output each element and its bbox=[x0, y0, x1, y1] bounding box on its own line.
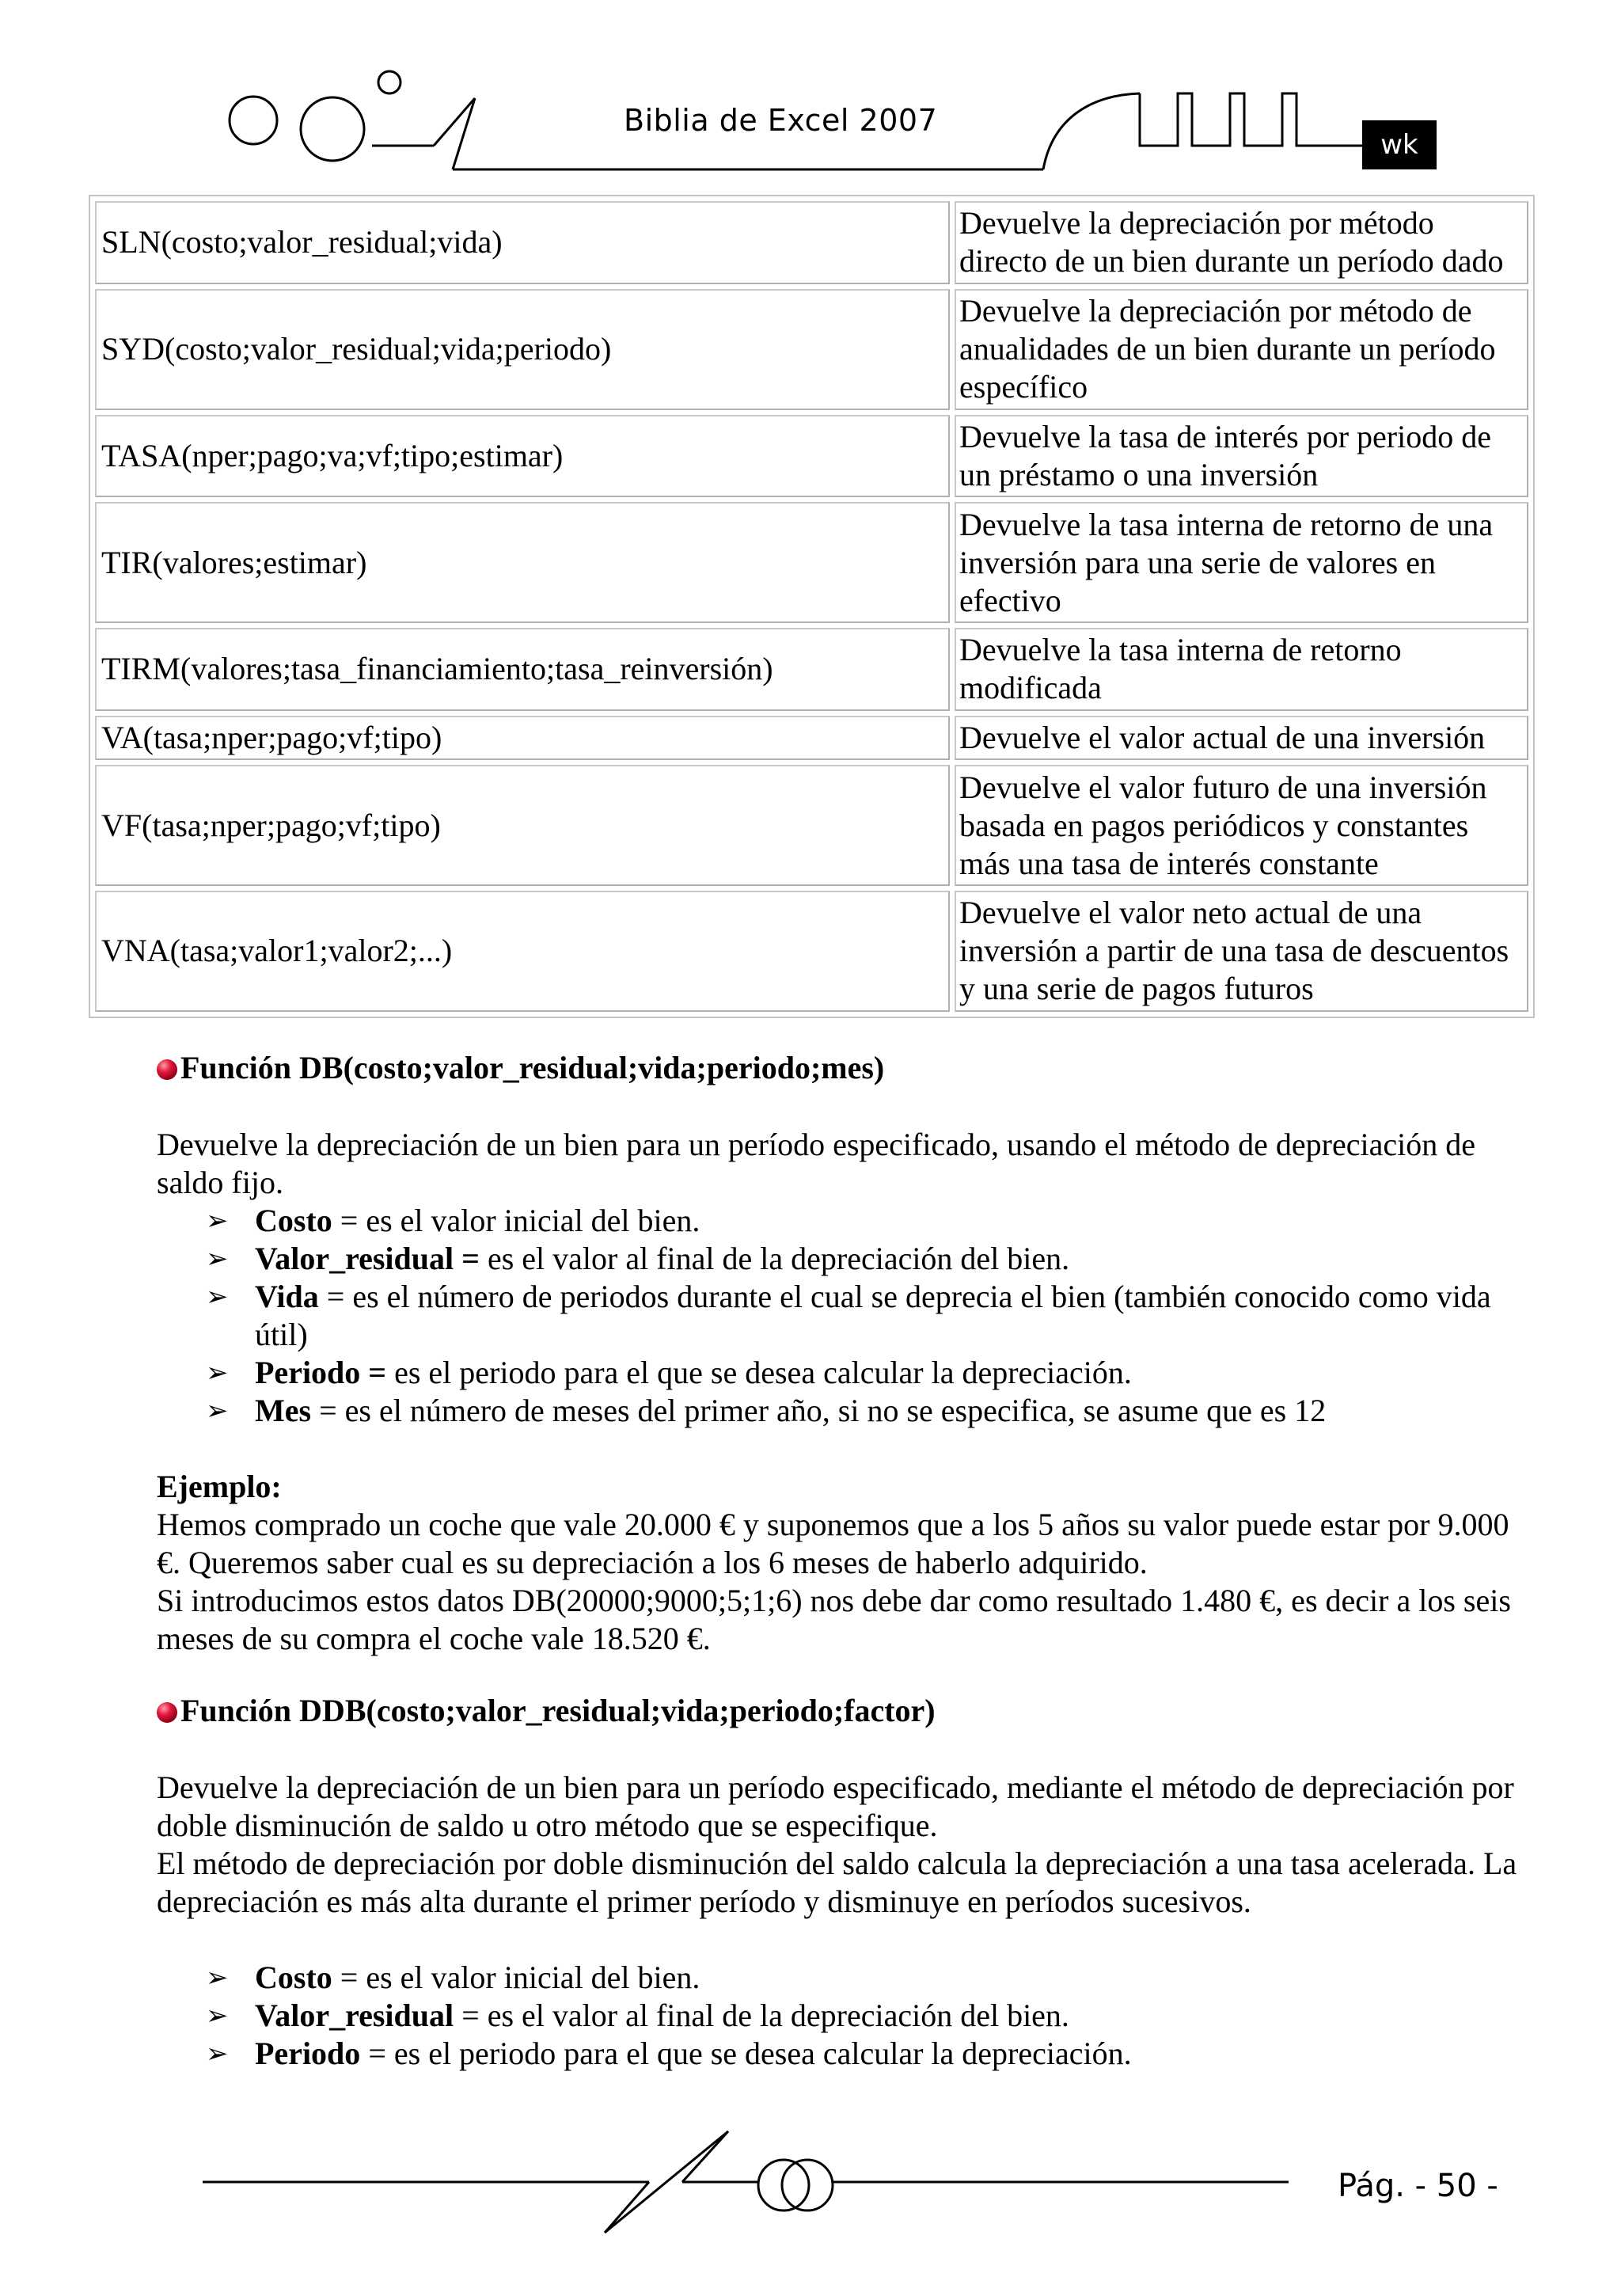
ddb-intro-1: Devuelve la depreciación de un bien para un período especificado, mediante el método de depreciación por doble disminución de saldo u otro método que se especifique. bbox=[157, 1770, 1514, 1843]
ddb-heading bbox=[157, 1692, 936, 1730]
function-syntax: TIRM(valores;tasa_financiamiento;tasa_reinversión) bbox=[95, 628, 950, 711]
example-line-1: Hemos comprado un coche que vale 20.000 € y suponemos que a los 5 años su valor puede estar por 9.000 €. Queremos saber cual es su depreciación a los 6 meses de haberlo adquirido. bbox=[157, 1507, 1509, 1580]
table-row bbox=[95, 716, 1528, 760]
param-term: Mes bbox=[255, 1393, 312, 1428]
db-heading bbox=[157, 1049, 884, 1087]
function-syntax: VA(tasa;nper;pago;vf;tipo) bbox=[95, 716, 950, 760]
db-intro: Devuelve la depreciación de un bien para un período especificado, usando el método de depreciación de saldo fijo. bbox=[157, 1127, 1475, 1200]
table-row bbox=[95, 628, 1528, 711]
header-circle-small bbox=[378, 71, 401, 93]
function-description: Devuelve la depreciación por método directo de un bien durante un período dado bbox=[955, 201, 1528, 284]
list-item bbox=[204, 2035, 1534, 2073]
function-description: Devuelve el valor futuro de una inversión basada en pagos periódicos y constantes más una tasa de interés constante bbox=[955, 765, 1528, 886]
param-term: Periodo = bbox=[255, 1355, 387, 1390]
red-ball-icon bbox=[157, 1702, 177, 1723]
list-item bbox=[204, 1278, 1534, 1354]
function-description: Devuelve el valor actual de una inversión bbox=[955, 716, 1528, 760]
ddb-param-list bbox=[204, 1959, 1534, 2073]
ddb-heading-text: Función DDB(costo;valor_residual;vida;periodo;factor) bbox=[180, 1693, 936, 1728]
arrow-bullet-icon: ➢ bbox=[206, 1395, 229, 1427]
function-description: Devuelve la tasa interna de retorno modificada bbox=[955, 628, 1528, 711]
function-syntax: TIR(valores;estimar) bbox=[95, 502, 950, 623]
function-table bbox=[89, 195, 1535, 1018]
arrow-bullet-icon: ➢ bbox=[206, 1243, 229, 1275]
function-syntax: SYD(costo;valor_residual;vida;periodo) bbox=[95, 289, 950, 410]
header-circle-large bbox=[230, 97, 277, 144]
header-title: Biblia de Excel 2007 bbox=[624, 103, 938, 138]
arrow-bullet-icon: ➢ bbox=[206, 1205, 229, 1237]
list-item bbox=[204, 1354, 1534, 1392]
table-row bbox=[95, 201, 1528, 284]
ddb-intro-2: El método de depreciación por doble disminución del saldo calcula la depreciación a una tasa acelerada. La depreciación es más alta durante el primer período y disminuye en períodos sucesivos. bbox=[157, 1846, 1517, 1919]
param-term: Costo bbox=[255, 1203, 332, 1238]
function-description: Devuelve la tasa de interés por periodo de un préstamo o una inversión bbox=[955, 415, 1528, 498]
wk-badge: wk bbox=[1362, 120, 1437, 169]
footer-circle-left bbox=[758, 2160, 809, 2210]
page-number: Pág. - 50 - bbox=[1338, 2168, 1498, 2204]
param-text: = es el valor al final de la depreciación del bien. bbox=[454, 1998, 1069, 2033]
function-description: Devuelve el valor neto actual de una inversión a partir de una tasa de descuentos y una serie de pagos futuros bbox=[955, 891, 1528, 1012]
table-row bbox=[95, 289, 1528, 410]
table-row bbox=[95, 891, 1528, 1012]
list-item bbox=[204, 1240, 1534, 1278]
db-heading-text: Función DB(costo;valor_residual;vida;periodo;mes) bbox=[180, 1050, 885, 1085]
param-text: = es el periodo para el que se desea calcular la depreciación. bbox=[360, 2036, 1132, 2071]
param-term: Valor_residual bbox=[255, 1998, 454, 2033]
param-term: Vida bbox=[255, 1279, 319, 1314]
param-text: = es el número de meses del primer año, si no se especifica, se asume que es 12 bbox=[311, 1393, 1327, 1428]
param-text: es el periodo para el que se desea calcular la depreciación. bbox=[386, 1355, 1132, 1390]
arrow-bullet-icon: ➢ bbox=[206, 1357, 229, 1389]
table-row bbox=[95, 765, 1528, 886]
function-syntax: VNA(tasa;valor1;valor2;...) bbox=[95, 891, 950, 1012]
arrow-bullet-icon: ➢ bbox=[206, 2038, 229, 2070]
function-syntax: VF(tasa;nper;pago;vf;tipo) bbox=[95, 765, 950, 886]
db-param-list bbox=[204, 1202, 1534, 1430]
function-syntax: TASA(nper;pago;va;vf;tipo;estimar) bbox=[95, 415, 950, 498]
list-item bbox=[204, 1202, 1534, 1240]
function-syntax: SLN(costo;valor_residual;vida) bbox=[95, 201, 950, 284]
param-text: es el valor al final de la depreciación del bien. bbox=[479, 1241, 1070, 1276]
example-line-2: Si introducimos estos datos DB(20000;9000;5;1;6) nos debe dar como resultado 1.480 €, es decir a los seis meses de su compra el coche vale 18.520 €. bbox=[157, 1583, 1511, 1656]
arrow-bullet-icon: ➢ bbox=[206, 1962, 229, 1994]
list-item bbox=[204, 1997, 1534, 2035]
param-text: = es el valor inicial del bien. bbox=[332, 1960, 700, 1995]
param-term: Periodo bbox=[255, 2036, 361, 2071]
list-item bbox=[204, 1392, 1534, 1430]
param-term: Valor_residual = bbox=[255, 1241, 480, 1276]
function-description: Devuelve la tasa interna de retorno de una inversión para una serie de valores en efectivo bbox=[955, 502, 1528, 623]
ddb-intro bbox=[157, 1769, 1534, 1921]
param-text: = es el número de periodos durante el cual se deprecia el bien (también conocido como vida útil) bbox=[255, 1279, 1491, 1352]
table-row bbox=[95, 502, 1528, 623]
example-label: Ejemplo: bbox=[157, 1469, 282, 1504]
header-circle-medium bbox=[301, 97, 364, 161]
table-row bbox=[95, 415, 1528, 498]
arrow-bullet-icon: ➢ bbox=[206, 1281, 229, 1313]
list-item bbox=[204, 1959, 1534, 1997]
arrow-bullet-icon: ➢ bbox=[206, 2000, 229, 2032]
db-example bbox=[157, 1468, 1534, 1658]
footer-circle-right bbox=[782, 2160, 833, 2210]
param-term: Costo bbox=[255, 1960, 332, 1995]
red-ball-icon bbox=[157, 1059, 177, 1080]
function-description: Devuelve la depreciación por método de anualidades de un bien durante un período específico bbox=[955, 289, 1528, 410]
param-text: = es el valor inicial del bien. bbox=[332, 1203, 700, 1238]
